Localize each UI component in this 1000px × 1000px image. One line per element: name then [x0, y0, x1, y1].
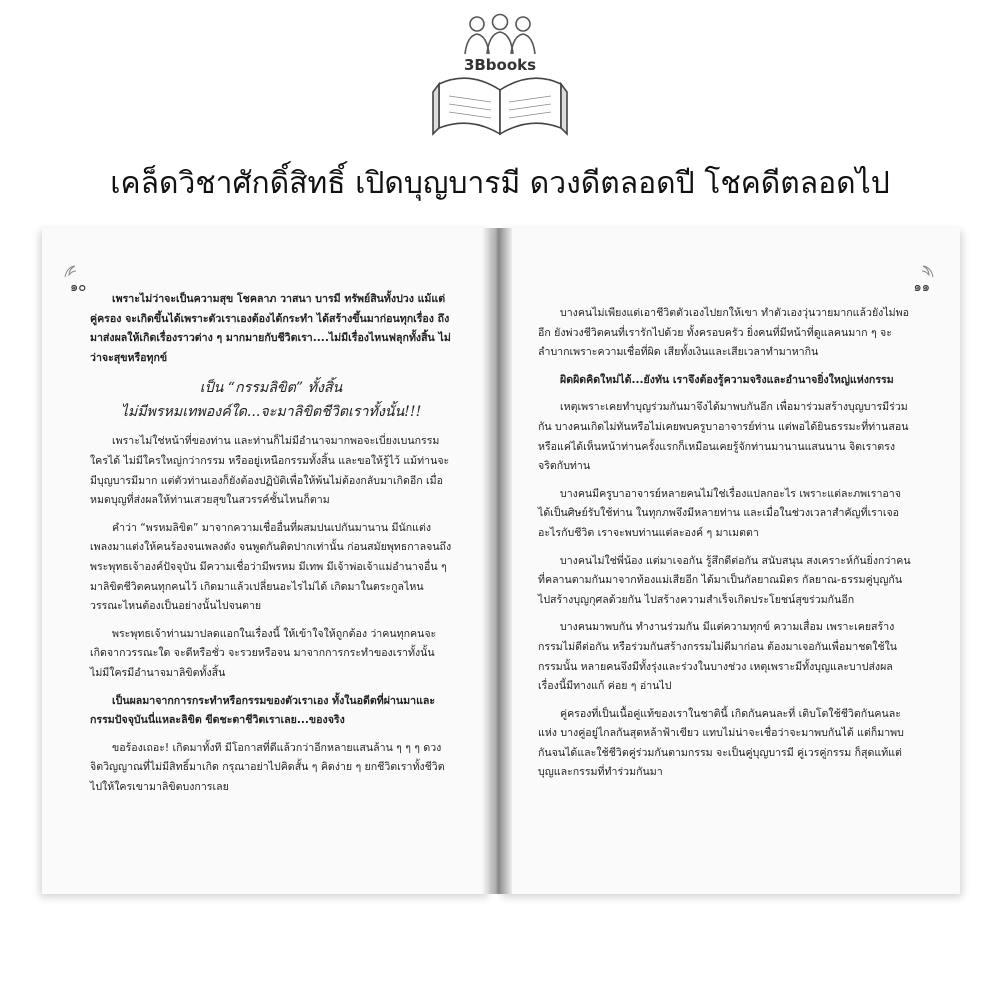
quote-line: ไม่มีพรหมเทพองค์ใด...จะมาลิขิตชีวิตเราทั้งนั้น!!! — [120, 404, 422, 421]
paragraph: ขอร้องเถอะ! เกิดมาทั้งที มีโอกาสที่ดีแล้วกว่าอีกหลายแสนล้าน ๆ ๆ ๆ ดวงจิตวิญญาณที่ไม่มีสิทธิ์มาเกิด กรุณาอย่าไปคิดสั้น ๆ คิดง่าย ๆ ยกชีวิตเราทั้งชีวิตไปให้ใครเขามาลิขิตบงการเลย — [90, 741, 445, 793]
paragraph: เพราะไม่ว่าจะเป็นความสุข โชคลาภ วาสนา บารมี ทรัพย์สินทั้งปวง แม้แต่คู่ครอง จะเกิดขึ้นได้เพราะตัวเราเองต้องได้กระทำ ได้สร้างขึ้นมาก่อนทุกเรื่อง ถึงมาส่งผลให้เกิดเรื่องราวต่าง ๆ มากมายกับชีวิตเรา....ไม่มีเรื่องไหนฟลุกทั้งสิ้น ไม่ว่าจะสุขหรือทุกข์ — [90, 293, 451, 364]
book-gutter — [482, 228, 512, 894]
paragraph: บางคนไม่เพียงแต่เอาชีวิตตัวเองไปยกให้เขา ทำตัวเองวุ่นวายมากแล้วยังไม่พออีก ยังพ่วงชีวิตคนที่เรารักไปด้วย ทั้งครอบครัว ยิ่งคนที่มีหน้าที่ดูแลคนมาก ๆ จะลำบากเพราะความเชื่อที่ผิด เสียทั้งเงินและเสียเวลาทำมาหากิน — [538, 307, 909, 359]
right-page-text — [538, 304, 912, 791]
paragraph: ผิดผิดคิดใหม่ได้...ยังทัน เราจึงต้องรู้ความจริงและอำนาจยิ่งใหญ่แห่งกรรม — [560, 373, 894, 386]
paragraph: คำว่า “พรหมลิขิต” มาจากความเชื่ออื่นที่ผสมปนเปกันมานาน มีนักแต่งเพลงมาแต่งให้คนร้องจนเพลงดัง จนพูดกันติดปากเท่านั้น ก่อนสมัยพุทธกาลจนถึงพระพุทธเจ้าองค์ปัจจุบัน มีความเชื่อว่ามีพรหม มีเทพ มีเจ้าพ่อเจ้าแม่อำนาจอื่น ๆ มาลิขิตชีวิตคนทุกคนไว้ เกิดมาแล้วเปลี่ยนอะไรไม่ได้ เกิดมาในตระกูลไหน วรรณะไหนต้องเป็นอย่างนั้นไปจนตาย — [90, 521, 452, 613]
paragraph: เพราะไม่ใช่หน้าที่ของท่าน และท่านก็ไม่มีอำนาจมากพอจะเบี่ยงเบนกรรมใครได้ ไม่มีใครใหญ่กว่ากรรม หรืออยู่เหนือกรรมทั้งสิ้น และขอให้รู้ไว้ แม้ท่านจะมีบุญบารมีมาก แต่ตัวท่านเองก็ยังต้องปฏิบัติเพื่อให้พ้นไม่ต้องกลับมาเกิดอีก เมื่อหมดบุญที่ส่งผลให้ท่านเสวยสุขในสวรรค์ชั้นไหนก็ตาม — [90, 435, 450, 507]
left-page — [42, 228, 490, 894]
paragraph: บางคนมีครูบาอาจารย์หลายคนไม่ใช่เรื่องแปลกอะไร เพราะแต่ละภพเราอาจได้เป็นศิษย์รับใช้ท่าน ในทุกภพจึงมีหลายท่าน และเมื่อในช่วงเวลาสำคัญที่เราเจออะไรกับชีวิต เราจะพบท่านแต่ละองค์ ๆ มาเมตตา — [538, 487, 901, 539]
right-page — [500, 228, 960, 894]
paragraph: เป็นผลมาจากการกระทำหรือกรรมของตัวเราเอง ทั้งในอดีตที่ผ่านมาและกรรมปัจจุบันนี่แหละลิขิต ขีดชะตาชีวิตเราเลย...ของจริง — [90, 694, 436, 727]
book-spread — [42, 228, 960, 894]
paragraph: บางคนไม่ใช่พี่น้อง แต่มาเจอกัน รู้สึกดีต่อกัน สนับสนุน สงเคราะห์กันยิ่งกว่าคนที่คลานตามกันมาจากท้องแม่เสียอีก ได้มาเป็นกัลยาณมิตร กัลยาณ-ธรรมคู่บุญกัน ไปสร้างบุญกุศลด้วยกัน ไปสร้างความสำเร็จเกิดประโยชน์สุขร่วมกันอีก — [538, 554, 911, 606]
paragraph: คู่ครองที่เป็นเนื้อคู่แท้ของเราในชาตินี้ เกิดกันคนละที่ เติบโตใช้ชีวิตกันคนละแห่ง บางคู่อยู่ไกลกันสุดหล้าฟ้าเขียว แทบไม่น่าจะเชื่อว่าจะมาพบกันได้ แต่ก็มาพบกันจนได้และใช้ชีวิตคู่ร่วมกันตามกรรม จะเป็นคู่บุญบารมี คู่เวรคู่กรรม ก็สุดแท้แต่บุญและกรรมที่ทำร่วมกันมา — [538, 707, 904, 779]
paragraph: บางคนมาพบกัน ทำงานร่วมกัน มีแต่ความทุกข์ ความเสื่อม เพราะเคยสร้างกรรมไม่ดีต่อกัน หรือร่วมกันสร้างกรรมไม่ดีมาก่อน ต้องมาเจอกันเพื่อมาชดใช้ในกรรมนั้น หลายคนจึงมีทั้งรุ่งและร่วงในบางช่วง เหตุเพราะมีทั้งบุญและบาปส่งผล เรื่องนี้มีทางแก้ ค่อย ๆ อ่านไป — [538, 621, 898, 693]
headline: เคล็ดวิชาศักดิ์สิทธิ์ เปิดบุญบารมี ดวงดีตลอดปี โชคดีตลอดไป — [110, 166, 890, 201]
page-number: ๑๐ — [70, 280, 87, 295]
paragraph: เหตุเพราะเคยทำบุญร่วมกันมาจึงได้มาพบกันอีก เพื่อมาร่วมสร้างบุญบารมีร่วมกัน บางคนเกิดไม่ทันหรือไม่เคยพบครูบาอาจารย์ท่าน แต่พอได้ยินธรรมะที่ท่านสอน หรือแค่ได้เห็นหน้าท่านครั้งแรกก็เหมือนเคยรู้จักท่านมานานแสนนาน จิตเราตรงจริตกับท่าน — [538, 401, 909, 473]
brand-logo — [425, 8, 575, 138]
left-page-text — [90, 290, 452, 805]
quote-line: เป็น “กรรมลิขิต” ทั้งสิ้น — [199, 380, 343, 397]
page-number: ๑๑ — [913, 280, 930, 295]
brand-name: 3Bbooks — [463, 56, 537, 74]
paragraph: พระพุทธเจ้าท่านมาปลดแอกในเรื่องนี้ ให้เข้าใจให้ถูกต้อง ว่าคนทุกคนจะเกิดจากวรรณะใด จะดีหรือชั่ว จะรวยหรือจน มาจากการกระทำของเราทั้งนั้น ไม่มีใครมีอำนาจมาลิขิตทั้งสิ้น — [90, 627, 437, 679]
